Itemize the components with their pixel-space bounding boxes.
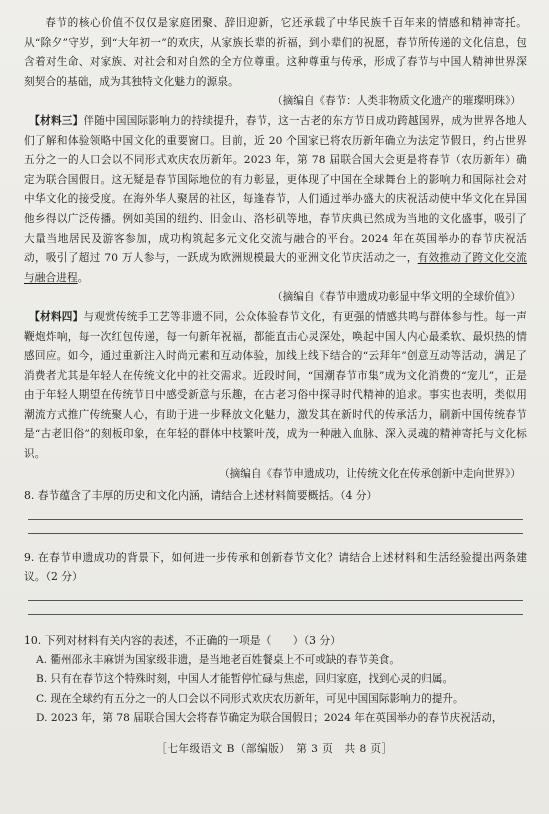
answer-line-q9-1[interactable] <box>28 600 523 601</box>
q10-option-d[interactable]: D. 2023 年，第 78 届联合国大会将春节确定为联合国假日；2024 年在英国举办的春节庆祝活动， <box>36 712 503 725</box>
q10-option-c[interactable]: C. 现在全球约有五分之一的人口会以不同形式欢庆农历新年，可见中国国际影响力的提升。 <box>36 692 464 705</box>
q10-option-a[interactable]: A. 衢州邵永丰麻饼为国家级非遗，是当地老百姓餐桌上不可或缺的春节美食。 <box>36 653 400 666</box>
answer-line-q8-2[interactable] <box>28 533 523 534</box>
material-four <box>24 308 527 465</box>
material-four-text: 与观赏传统手工艺等非遗不同，公众体验春节文化，有更强的情感共鸣与群体参与性。每一声鞭炮炸响，每一次红包传递，每一句新年祝福，都能直击心灵深处，唤起中国人内心最柔软、最炽热的情感回应。如今，通过重新注入时尚元素和互动体验，加线上线下结合的“云拜年”创意互动等活动，满足了消费者尤其是年轻人在传统文化中的社交需求。近段时间，“国潮春节市集”成为文化消费的“宠儿”，正是由于年轻人期望在传统节日中感受新意与乐趣，在古老习俗中探寻时代精神的追求。事实也表明，类似用潮流方式推广传统聚人心，有助于进一步释放文化魅力，激发其在新时代的传承活力，刷新中国传统春节是“古老旧俗”的刻板印象，在年轻的群体中枝繁叶茂，成为一种融入血脉、深入灵魂的精神寄托与文化标识。 <box>24 310 527 461</box>
paragraph-spring-festival-core-value: 春节的核心价值不仅仅是家庭团聚、辞旧迎新，它还承载了中华民族千百年来的情感和精神寄托。从“除夕”守岁，到“大年初一”的欢庆，从家族长辈的祈福，到小辈们的祝愿，春节所传递的文化信息，包含着对生命、对家族、对社会和对自然的全方位尊重。这种尊重与传承，形成了春节与中国人精神世界深刻契合的基础，成为其独特文化魅力的源泉。 <box>24 17 527 88</box>
page-footer: ［七年级语文 B（部编版） 第 3 页 共 8 页］ <box>156 743 393 755</box>
question-8: 8. 春节蕴含了丰厚的历史和文化内涵，请结合上述材料简要概括。（4 分） <box>24 489 378 503</box>
material-three-text: 伴随中国国际影响力的持续提升，春节，这一古老的东方节日成功跨越国界，成为世界各地人们了解和体验领略中国文化的重要窗口。目前，近 20 个国家已将农历新年确立为法定节假日，约占世界五分之一的人口会以不同形式欢庆农历新年。2023 年，第 78 届联合国大会更是将春节（农历新年）确定为联合国假日。这无疑是春节国际地位的有力彰显，更体现了中国在全球舞台上的影响力和国际社会对中华文化的接受度。在海外华人聚居的社区，每逢春节，人们通过举办盛大的庆祝活动使中华文化在异国他乡得以广泛传播。例如美国的纽约、旧金山、洛杉矶等地，春节庆典已然成为当地的文化盛事，吸引了大量当地居民及游客参加，成功构筑起多元文化交流与融合的平台。2024 年在英国举办的春节庆祝活动，吸引了超过 70 万人参与，一跃成为欧洲规模最大的亚洲文化节庆活动之一， <box>24 114 527 265</box>
answer-line-q8-1[interactable] <box>28 519 523 520</box>
material-three-tag: 【材料三】 <box>29 114 84 127</box>
material-three-underlined-phrase: 有效推动了跨文化交流与融合进程 <box>24 252 527 284</box>
q10-option-b[interactable]: B. 只有在春节这个特殊时刻，中国人才能暂停忙碌与焦虑，回归家庭，找到心灵的归属。 <box>36 673 454 686</box>
source-citation-1: （摘编自《春节：人类非物质文化遗产的璀璨明珠》） <box>272 95 521 108</box>
material-three-end: 。 <box>77 271 89 284</box>
material-three <box>24 112 527 288</box>
material-four-tag: 【材料四】 <box>29 310 84 323</box>
question-9: 9. 在春节申遗成功的背景下，如何进一步传承和创新春节文化？请结合上述材料和生活经验提出两条建议。（2 分） <box>24 550 527 584</box>
source-citation-3: （摘编自《春节申遗成功彰显中华文明的全球价值》） <box>272 291 521 304</box>
answer-line-q9-2[interactable] <box>28 614 523 615</box>
source-citation-4: （摘编自《春节申遗成功，让传统文化在传承创新中走向世界》） <box>219 467 521 480</box>
question-10: 10. 下列对材料有关内容的表述，不正确的一项是（ ）（3 分） <box>24 634 342 648</box>
